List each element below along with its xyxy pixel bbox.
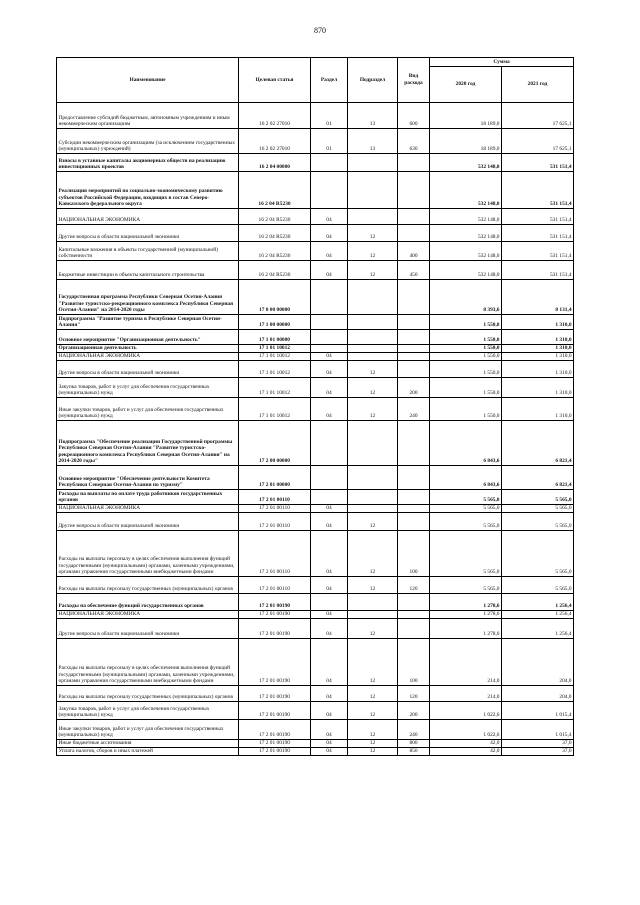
table-row (57, 619, 574, 639)
row-subsection (348, 490, 398, 505)
row-sum-2020: 532 148,0 (430, 209, 502, 225)
row-name: Государственная программа Республики Северная Осетия-Алания "Развитие туристско-рекреационного комплекса Республики Северная Осетия-Алания" на 2014-2020 годы (57, 280, 239, 315)
table-row (57, 261, 574, 280)
row-section (311, 421, 348, 466)
row-sum-2021: 1 310,0 (502, 315, 574, 330)
row-subsection (348, 611, 398, 619)
row-section (311, 330, 348, 345)
row-section: 04 (311, 361, 348, 378)
table-row (57, 720, 574, 740)
row-expense-type (398, 611, 430, 619)
table-row (57, 513, 574, 531)
row-subsection (348, 154, 398, 172)
table-row (57, 531, 574, 577)
row-sum-2020: 6 843,6 (430, 421, 502, 466)
row-subsection (348, 466, 398, 490)
row-section: 01 (311, 129, 348, 154)
row-target-article: 16 2 04 R5230 (239, 261, 311, 280)
row-expense-type (398, 172, 430, 209)
row-target-article: 16 2 04 R5230 (239, 225, 311, 242)
table-row (57, 315, 574, 330)
row-sum-2021: 204,0 (502, 686, 574, 702)
row-sum-2020: 1 550,0 (430, 345, 502, 353)
row-subsection: 12 (348, 261, 398, 280)
row-expense-type (398, 353, 430, 361)
row-sum-2020: 532 148,0 (430, 242, 502, 261)
row-sum-2020: 1 278,6 (430, 619, 502, 639)
header-year-2021: 2021 год (502, 67, 574, 103)
header-sum: Сумма (430, 58, 574, 67)
row-sum-2020: 1 278,6 (430, 611, 502, 619)
row-subsection (348, 315, 398, 330)
row-name: Иные закупки товаров, работ и услуг для обеспечения государственных (муниципальных) нужд (57, 720, 239, 740)
row-subsection (348, 353, 398, 361)
row-expense-type: 240 (398, 720, 430, 740)
table-row (57, 209, 574, 225)
row-target-article: 17 2 01 00110 (239, 490, 311, 505)
row-expense-type: 200 (398, 378, 430, 398)
row-expense-type: 600 (398, 103, 430, 129)
row-target-article: 17 2 00 00000 (239, 421, 311, 466)
row-sum-2021: 1 310,0 (502, 330, 574, 345)
row-sum-2020: 42,0 (430, 748, 502, 756)
row-subsection: 13 (348, 103, 398, 129)
row-target-article: 17 2 01 00190 (239, 748, 311, 756)
row-section: 04 (311, 242, 348, 261)
row-name: Основное мероприятие "Организационная деятельность" (57, 330, 239, 345)
row-sum-2021: 531 151,4 (502, 209, 574, 225)
page-number: 870 (314, 26, 326, 35)
row-target-article: 17 2 01 00110 (239, 531, 311, 577)
row-section: 01 (311, 103, 348, 129)
row-target-article: 17 2 01 00110 (239, 513, 311, 531)
row-subsection: 12 (348, 748, 398, 756)
row-sum-2020: 5 565,0 (430, 513, 502, 531)
row-target-article: 16 2 04 00000 (239, 154, 311, 172)
row-subsection: 12 (348, 398, 398, 421)
row-name: Реализация мероприятий по социально-экономическому развитию субъектов Российской Федерации, входящих в состав Северо-Кавказского федерального округа (57, 172, 239, 209)
row-sum-2021: 5 565,0 (502, 513, 574, 531)
row-sum-2021: 204,0 (502, 639, 574, 686)
row-expense-type: 120 (398, 686, 430, 702)
row-subsection: 12 (348, 702, 398, 720)
row-name: НАЦИОНАЛЬНАЯ ЭКОНОМИКА (57, 611, 239, 619)
row-expense-type: 240 (398, 398, 430, 421)
row-expense-type (398, 330, 430, 345)
row-name: Предоставление субсидий бюджетным, автономным учреждениям и иным некоммерческим организациям (57, 103, 239, 129)
row-sum-2020: 532 148,0 (430, 225, 502, 242)
row-expense-type (398, 466, 430, 490)
row-expense-type (398, 619, 430, 639)
row-sum-2021: 531 151,4 (502, 154, 574, 172)
row-subsection: 12 (348, 242, 398, 261)
row-sum-2021: 1 310,0 (502, 378, 574, 398)
row-name: Закупка товаров, работ и услуг для обеспечения государственных (муниципальных) нужд (57, 378, 239, 398)
row-name: Закупка товаров, работ и услуг для обеспечения государственных (муниципальных) нужд (57, 702, 239, 720)
row-section: 04 (311, 577, 348, 594)
table-row (57, 639, 574, 686)
table-row (57, 330, 574, 345)
table-row (57, 490, 574, 505)
row-section (311, 345, 348, 353)
row-section: 04 (311, 619, 348, 639)
row-expense-type: 450 (398, 261, 430, 280)
row-target-article: 16 2 02 27010 (239, 103, 311, 129)
table-row (57, 594, 574, 611)
row-expense-type (398, 594, 430, 611)
row-section: 04 (311, 353, 348, 361)
row-subsection (348, 594, 398, 611)
row-section: 04 (311, 702, 348, 720)
table-row (57, 103, 574, 129)
row-name: Капитальные вложения в объекты государственной (муниципальной) собственности (57, 242, 239, 261)
row-expense-type (398, 513, 430, 531)
header-section: Раздел (311, 58, 348, 103)
row-sum-2020: 1 550,0 (430, 361, 502, 378)
row-section: 04 (311, 225, 348, 242)
table-body (57, 103, 574, 756)
row-sum-2021: 531 151,4 (502, 225, 574, 242)
row-section: 04 (311, 531, 348, 577)
row-sum-2021: 1 256,4 (502, 611, 574, 619)
row-expense-type (398, 505, 430, 513)
row-expense-type (398, 280, 430, 315)
row-expense-type (398, 345, 430, 353)
row-name: Другие вопросы в области национальной экономики (57, 361, 239, 378)
row-sum-2020: 1 550,0 (430, 353, 502, 361)
table-row (57, 686, 574, 702)
row-section: 04 (311, 611, 348, 619)
row-sum-2020: 1 022,6 (430, 702, 502, 720)
row-subsection (348, 505, 398, 513)
row-sum-2020: 1 550,0 (430, 315, 502, 330)
row-expense-type: 400 (398, 242, 430, 261)
row-name: Подпрограмма "Развитие туризма в Республике Северная Осетия-Алания" (57, 315, 239, 330)
row-target-article: 17 0 00 00000 (239, 280, 311, 315)
row-subsection (348, 280, 398, 315)
row-section (311, 466, 348, 490)
row-name: Взносы в уставные капиталы акционерных обществ на реализацию инвестиционных проектов (57, 154, 239, 172)
table-row (57, 154, 574, 172)
row-subsection: 12 (348, 577, 398, 594)
row-target-article: 17 2 01 00190 (239, 639, 311, 686)
table-row (57, 611, 574, 619)
row-sum-2020: 1 550,0 (430, 378, 502, 398)
row-target-article: 17 1 01 10012 (239, 353, 311, 361)
row-target-article: 16 2 04 R5230 (239, 242, 311, 261)
row-name: НАЦИОНАЛЬНАЯ ЭКОНОМИКА (57, 505, 239, 513)
row-section: 04 (311, 261, 348, 280)
row-sum-2021: 17 625,1 (502, 103, 574, 129)
row-subsection: 12 (348, 513, 398, 531)
row-sum-2020: 5 565,0 (430, 577, 502, 594)
row-expense-type (398, 361, 430, 378)
table-row (57, 129, 574, 154)
row-target-article: 17 1 01 10012 (239, 378, 311, 398)
table-row (57, 361, 574, 378)
table-row (57, 702, 574, 720)
row-sum-2021: 1 015,4 (502, 720, 574, 740)
table-row (57, 466, 574, 490)
row-subsection: 12 (348, 361, 398, 378)
row-sum-2020: 1 550,0 (430, 330, 502, 345)
row-sum-2021: 1 256,4 (502, 619, 574, 639)
row-subsection (348, 330, 398, 345)
row-subsection: 12 (348, 531, 398, 577)
row-sum-2020: 1 278,6 (430, 594, 502, 611)
row-name: Иные бюджетные ассигнования (57, 740, 239, 748)
row-name: Бюджетные инвестиции в объекты капитального строительства (57, 261, 239, 280)
row-target-article: 17 2 01 00110 (239, 577, 311, 594)
row-sum-2020: 214,0 (430, 639, 502, 686)
row-sum-2021: 6 821,4 (502, 466, 574, 490)
row-sum-2021: 531 151,4 (502, 172, 574, 209)
row-expense-type (398, 315, 430, 330)
row-expense-type: 800 (398, 740, 430, 748)
row-section: 04 (311, 686, 348, 702)
row-expense-type: 120 (398, 577, 430, 594)
row-subsection (348, 421, 398, 466)
row-name: Расходы на обеспечение функций государственных органов (57, 594, 239, 611)
row-section: 04 (311, 513, 348, 531)
table-row (57, 280, 574, 315)
row-section: 04 (311, 639, 348, 686)
row-expense-type: 630 (398, 129, 430, 154)
table-row (57, 505, 574, 513)
row-target-article: 17 2 01 00190 (239, 619, 311, 639)
row-subsection (348, 172, 398, 209)
row-expense-type: 850 (398, 748, 430, 756)
row-sum-2020: 6 843,6 (430, 466, 502, 490)
row-sum-2021: 5 565,0 (502, 505, 574, 513)
row-target-article: 17 1 01 10012 (239, 345, 311, 353)
row-section: 04 (311, 398, 348, 421)
row-name: НАЦИОНАЛЬНАЯ ЭКОНОМИКА (57, 209, 239, 225)
row-section (311, 315, 348, 330)
row-sum-2021: 1 256,4 (502, 594, 574, 611)
row-sum-2021: 1 310,0 (502, 345, 574, 353)
row-sum-2020: 214,0 (430, 686, 502, 702)
row-name: Основное мероприятие "Обеспечение деятельности Комитета Республики Северная Осетия-Алания по туризму" (57, 466, 239, 490)
row-sum-2021: 5 565,0 (502, 531, 574, 577)
table-row (57, 748, 574, 756)
table-row (57, 740, 574, 748)
row-section (311, 154, 348, 172)
row-target-article: 17 2 01 00190 (239, 720, 311, 740)
row-section (311, 594, 348, 611)
row-subsection: 12 (348, 225, 398, 242)
row-subsection (348, 209, 398, 225)
table-row (57, 577, 574, 594)
table-row (57, 353, 574, 361)
row-section (311, 172, 348, 209)
row-subsection: 13 (348, 129, 398, 154)
row-target-article: 17 2 01 00190 (239, 611, 311, 619)
budget-table (56, 57, 574, 756)
row-subsection: 12 (348, 740, 398, 748)
row-target-article: 17 2 01 00190 (239, 686, 311, 702)
row-subsection: 12 (348, 720, 398, 740)
row-expense-type (398, 225, 430, 242)
row-sum-2021: 6 821,4 (502, 421, 574, 466)
row-target-article: 17 2 01 00190 (239, 594, 311, 611)
row-expense-type: 100 (398, 531, 430, 577)
row-name: Иные закупки товаров, работ и услуг для обеспечения государственных (муниципальных) нужд (57, 398, 239, 421)
row-expense-type (398, 421, 430, 466)
row-target-article: 16 2 04 R5230 (239, 209, 311, 225)
row-sum-2021: 8 131,4 (502, 280, 574, 315)
table-row (57, 398, 574, 421)
row-target-article: 17 2 01 00110 (239, 505, 311, 513)
row-target-article: 17 1 01 00000 (239, 330, 311, 345)
row-name: Другие вопросы в области национальной экономики (57, 513, 239, 531)
row-target-article: 16 2 02 27010 (239, 129, 311, 154)
row-subsection: 12 (348, 378, 398, 398)
row-sum-2021: 17 625,1 (502, 129, 574, 154)
row-section: 04 (311, 378, 348, 398)
row-target-article: 17 1 00 00000 (239, 315, 311, 330)
row-section (311, 280, 348, 315)
row-expense-type (398, 490, 430, 505)
row-sum-2020: 532 148,0 (430, 154, 502, 172)
header-name: Наименование (57, 58, 239, 103)
row-sum-2021: 1 015,4 (502, 702, 574, 720)
row-sum-2021: 5 565,0 (502, 490, 574, 505)
row-sum-2021: 531 151,4 (502, 261, 574, 280)
row-sum-2020: 18 189,0 (430, 103, 502, 129)
row-name: Расходы на выплаты по оплате труда работников государственных органов (57, 490, 239, 505)
table-row (57, 172, 574, 209)
row-section: 04 (311, 209, 348, 225)
row-subsection: 12 (348, 639, 398, 686)
row-target-article: 17 2 01 00000 (239, 466, 311, 490)
row-section (311, 490, 348, 505)
header-subsection: Подраздел (348, 58, 398, 103)
row-sum-2020: 1 022,6 (430, 720, 502, 740)
row-sum-2020: 5 565,0 (430, 490, 502, 505)
row-sum-2020: 532 148,0 (430, 172, 502, 209)
row-target-article: 16 2 04 R5230 (239, 172, 311, 209)
row-name: Расходы на выплаты персоналу в целях обеспечения выполнения функций государственными (муниципальными) органами, казенными учреждениями, органами управления государственными внебюджетными фондами (57, 639, 239, 686)
table-row (57, 242, 574, 261)
header-year-2020: 2020 год (430, 67, 502, 103)
row-target-article: 17 2 01 00190 (239, 702, 311, 720)
header-expense-type: Вид расхода (398, 58, 430, 103)
row-name: Расходы на выплаты персоналу в целях обеспечения выполнения функций государственными (муниципальными) органами, казенными учреждениями, органами управления государственными внебюджетными фондами (57, 531, 239, 577)
row-target-article: 17 1 01 10012 (239, 398, 311, 421)
row-name: НАЦИОНАЛЬНАЯ ЭКОНОМИКА (57, 353, 239, 361)
row-sum-2020: 8 393,6 (430, 280, 502, 315)
row-sum-2021: 37,0 (502, 748, 574, 756)
table-row (57, 421, 574, 466)
row-name: Подпрограмма "Обеспечение реализации Государственной программы Республики Северная Осетия-Алания "Развитие туристско-рекреационного комплекса Республики Северная Осетия-Алания" на 2014-2020 годы" (57, 421, 239, 466)
row-name: Расходы на выплаты персоналу государственных (муниципальных) органов (57, 577, 239, 594)
row-subsection: 12 (348, 686, 398, 702)
row-section: 04 (311, 748, 348, 756)
row-sum-2020: 5 565,0 (430, 505, 502, 513)
row-expense-type: 200 (398, 702, 430, 720)
row-sum-2021: 1 310,0 (502, 361, 574, 378)
row-name: Другие вопросы в области национальной экономики (57, 225, 239, 242)
row-expense-type (398, 154, 430, 172)
row-sum-2021: 1 310,0 (502, 353, 574, 361)
table-row (57, 225, 574, 242)
row-sum-2020: 1 550,0 (430, 398, 502, 421)
row-sum-2021: 531 151,4 (502, 242, 574, 261)
row-sum-2020: 5 565,0 (430, 531, 502, 577)
row-sum-2021: 37,0 (502, 740, 574, 748)
row-target-article: 17 1 01 10012 (239, 361, 311, 378)
row-name: Расходы на выплаты персоналу государственных (муниципальных) органов (57, 686, 239, 702)
table-row (57, 378, 574, 398)
row-subsection (348, 345, 398, 353)
row-section: 04 (311, 720, 348, 740)
row-expense-type (398, 209, 430, 225)
row-sum-2020: 532 148,0 (430, 261, 502, 280)
table-row (57, 345, 574, 353)
row-name: Другие вопросы в области национальной экономики (57, 619, 239, 639)
row-sum-2020: 18 189,0 (430, 129, 502, 154)
row-name: Субсидии некоммерческим организациям (за исключением государственных (муниципальных) учреждений) (57, 129, 239, 154)
row-subsection: 12 (348, 619, 398, 639)
row-section: 04 (311, 505, 348, 513)
row-sum-2021: 5 565,0 (502, 577, 574, 594)
row-target-article: 17 2 01 00190 (239, 740, 311, 748)
row-sum-2020: 42,0 (430, 740, 502, 748)
header-target-article: Целевая статья (239, 58, 311, 103)
row-name: Уплата налогов, сборов и иных платежей (57, 748, 239, 756)
row-section: 04 (311, 740, 348, 748)
row-expense-type: 100 (398, 639, 430, 686)
row-name: Организационная деятельность (57, 345, 239, 353)
row-sum-2021: 1 310,0 (502, 398, 574, 421)
